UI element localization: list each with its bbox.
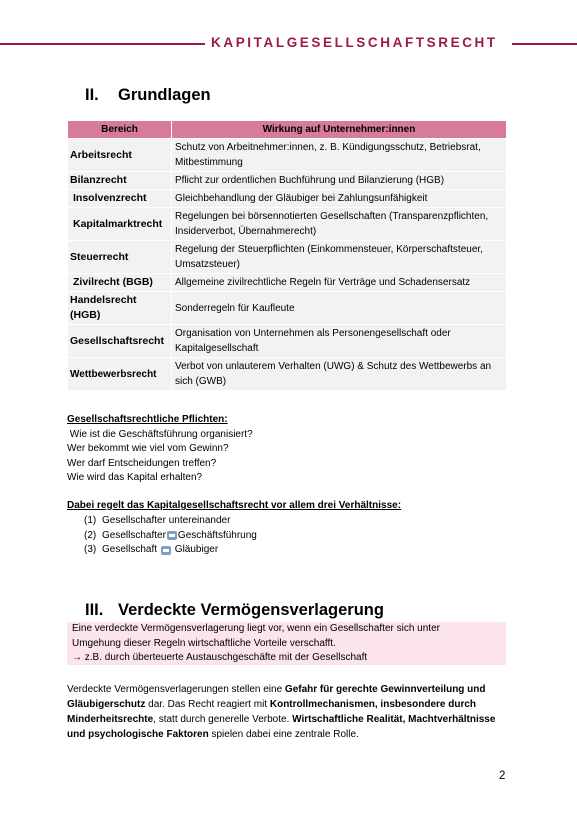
- definition-box: [67, 622, 506, 665]
- list-text-b: Geschäftsführung: [177, 529, 257, 541]
- table-row: [68, 292, 507, 325]
- table-cell-term: Handelsrecht (HGB): [68, 292, 172, 325]
- table-cell-desc: Organisation von Unternehmen als Personengesellschaft oder Kapitalgesellschaft: [172, 325, 507, 358]
- table-cell-term: Gesellschaftsrecht: [68, 325, 172, 358]
- table-row: [68, 139, 507, 172]
- table-header-wirkung: Wirkung auf Unternehmer:innen: [172, 121, 507, 139]
- list-number: (1): [84, 515, 97, 526]
- table-cell-desc: Gleichbehandlung der Gläubiger bei Zahlungsunfähigkeit: [172, 190, 507, 208]
- table-row: [68, 190, 507, 208]
- pflichten-heading: Gesellschaftsrechtliche Pflichten:: [67, 414, 228, 425]
- table-cell-desc: Sonderregeln für Kaufleute: [172, 292, 507, 325]
- list-item: [84, 543, 257, 558]
- table-row: [68, 172, 507, 190]
- table-row: [68, 358, 507, 391]
- table-row: [68, 325, 507, 358]
- paragraph-bold: Wirtschaftliche Realität, Machtverhältnisse und psychologische Faktoren: [67, 714, 496, 740]
- list-number: (3): [84, 544, 97, 555]
- bidirectional-arrow-icon: [167, 531, 177, 540]
- paragraph-text: dar. Das Recht reagiert mit: [145, 699, 270, 710]
- definition-line: Umgehung dieser Regeln wirtschaftliche Vorteile verschafft.: [72, 637, 336, 649]
- table-cell-desc: Regelung der Steuerpflichten (Einkommensteuer, Körperschaftsteuer, Umsatzsteuer): [172, 241, 507, 274]
- header-rule-left: [0, 43, 205, 45]
- table-header-bereich: Bereich: [68, 121, 172, 139]
- definition-example: → z.B. durch überteuerte Austauschgeschäfte mit der Gesellschaft: [72, 652, 368, 663]
- table-row: [68, 274, 507, 292]
- header-rule-right: [512, 43, 577, 45]
- table-cell-term: Insolvenzrecht: [68, 190, 172, 208]
- definition-line: Eine verdeckte Vermögensverlagerung liegt vor, wenn ein Gesellschafter sich unter: [72, 623, 440, 634]
- table-cell-term: Kapitalmarktrecht: [68, 208, 172, 241]
- verhaeltnisse-list: [84, 514, 257, 558]
- table-cell-desc: Schutz von Arbeitnehmer:innen, z. B. Kündigungsschutz, Betriebsrat, Mitbestimmung: [172, 139, 507, 172]
- list-text-b: Gläubiger: [172, 544, 219, 555]
- list-text: Gesellschaft: [102, 544, 158, 555]
- pflichten-line: Wer darf Entscheidungen treffen?: [67, 457, 217, 469]
- paragraph-text: Verdeckte Vermögensverlagerungen stellen eine: [67, 684, 285, 695]
- bidirectional-arrow-icon: [161, 546, 171, 555]
- table-cell-term: Arbeitsrecht: [68, 139, 172, 172]
- table-cell-term: Steuerrecht: [68, 241, 172, 274]
- pflichten-block: [67, 413, 253, 486]
- table-cell-desc: Regelungen bei börsennotierten Gesellschaften (Transparenzpflichten, Insiderverbot, Übernahmerecht): [172, 208, 507, 241]
- summary-paragraph: [67, 682, 509, 742]
- section-heading-grundlagen: [85, 86, 211, 105]
- table-cell-term: Wettbewerbsrecht: [68, 358, 172, 391]
- table-header-row: [68, 121, 507, 139]
- section-number: II.: [85, 86, 99, 104]
- table-cell-desc: Verbot von unlauterem Verhalten (UWG) & Schutz des Wettbewerbs an sich (GWB): [172, 358, 507, 391]
- section-title: Grundlagen: [118, 86, 211, 104]
- pflichten-line: Wie ist die Geschäftsführung organisiert?: [67, 428, 253, 440]
- table-cell-desc: Pflicht zur ordentlichen Buchführung und Bilanzierung (HGB): [172, 172, 507, 190]
- section-title: Verdeckte Vermögensverlagerung: [118, 601, 384, 619]
- table-row: [68, 241, 507, 274]
- list-text: Gesellschafter: [102, 529, 166, 541]
- list-item: [84, 529, 257, 544]
- section-heading-verdeckte: [85, 601, 384, 620]
- table-cell-term: Zivilrecht (BGB): [68, 274, 172, 292]
- table-row: [68, 208, 507, 241]
- list-item: [84, 514, 257, 529]
- pflichten-line: Wer bekommt wie viel vom Gewinn?: [67, 443, 229, 454]
- verhaeltnisse-heading: [67, 499, 401, 514]
- table-cell-desc: Allgemeine zivilrechtliche Regeln für Verträge und Schadensersatz: [172, 274, 507, 292]
- list-text: Gesellschafter untereinander: [102, 515, 231, 526]
- paragraph-text: spielen dabei eine zentrale Rolle.: [208, 729, 359, 740]
- paragraph-text: , statt durch generelle Verbote.: [153, 714, 293, 725]
- list-number: (2): [84, 529, 97, 541]
- paragraph-bold: Kontrollmechanismen, insbesondere durch Minderheitsrechte: [67, 699, 477, 725]
- paragraph-bold: Gefahr für gerechte Gewinnverteilung und Gläubigerschutz: [67, 684, 486, 710]
- table-cell-term: Bilanzrecht: [68, 172, 172, 190]
- page-number: 2: [499, 770, 506, 782]
- section-number: III.: [85, 601, 104, 619]
- grundlagen-table: [67, 120, 507, 391]
- verhaeltnisse-heading-text: Dabei regelt das Kapitalgesellschaftsrecht vor allem drei Verhältnisse:: [67, 500, 402, 511]
- header-title: KAPITALGESELLSCHAFTSRECHT: [211, 35, 498, 50]
- pflichten-line: Wie wird das Kapital erhalten?: [67, 472, 203, 483]
